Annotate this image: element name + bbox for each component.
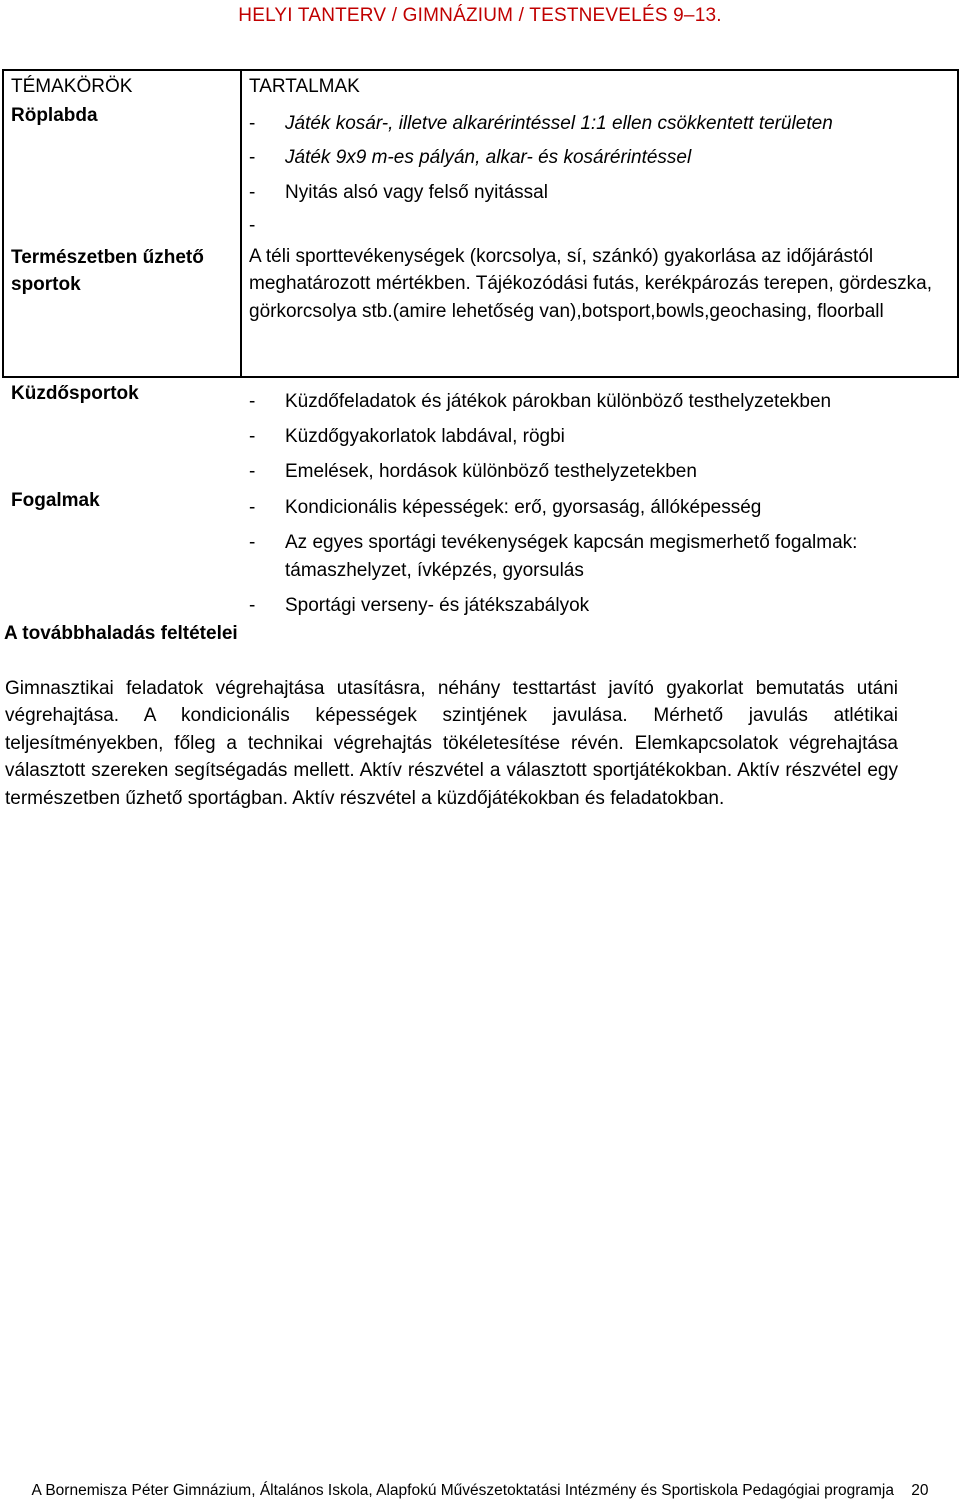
termeszet-text-line3: görkorcsolya stb.(amire lehetőség van),botsport,bowls,geochasing, floorball — [249, 301, 884, 322]
topic-roplabda: Röplabda — [11, 105, 98, 126]
list-item: Nyitás alsó vagy felső nyitással — [285, 182, 548, 203]
list-dash: - — [249, 532, 256, 553]
list-item: Emelések, hordások különböző testhelyzetekben — [285, 461, 697, 482]
list-item: Küzdőgyakorlatok labdával, rögbi — [285, 426, 565, 447]
list-dash-empty: - — [249, 215, 256, 236]
footer-text: A Bornemisza Péter Gimnázium, Általános Iskola, Alapfokú Művészetoktatási Intézmény és Sportiskola Pedagógiai programja — [31, 1482, 894, 1499]
list-item: Játék kosár-, illetve alkarérintéssel 1:1 ellen csökkentett területen — [285, 113, 833, 134]
termeszet-text-line1: A téli sporttevékenységek (korcsolya, sí, szánkó) gyakorlása az időjárástól — [249, 246, 874, 267]
table-col-divider — [240, 69, 242, 378]
list-dash: - — [249, 113, 256, 134]
table-left-border — [2, 69, 4, 378]
footer-spacer — [898, 1482, 907, 1499]
page-footer — [0, 1482, 960, 1500]
table-top-border — [2, 69, 959, 71]
topic-termeszet-line1: Természetben űzhető — [11, 247, 204, 268]
list-item: Küzdőfeladatok és játékok párokban különböző testhelyzetekben — [285, 391, 832, 412]
list-item-continuation: támaszhelyzet, ívképzés, gyorsulás — [285, 560, 584, 581]
table-right-border — [957, 69, 959, 378]
col-header-contents: TARTALMAK — [249, 76, 360, 97]
tovabbhaladas-title: A továbbhaladás feltételei — [4, 623, 238, 644]
list-item: Az egyes sportági tevékenységek kapcsán megismerhető fogalmak: — [285, 532, 858, 553]
list-dash: - — [249, 182, 256, 203]
termeszet-text-line2: meghatározott mértékben. Tájékozódási futás, kerékpározás terepen, gördeszka, — [249, 273, 932, 294]
list-item: Sportági verseny- és játékszabályok — [285, 595, 590, 616]
tovabbhaladas-paragraph: Gimnasztikai feladatok végrehajtása utasításra, néhány testtartást javító gyakorlat bemutatás utáni végrehajtása. A kondicionális képességek szintjének javulása. Mérhető javulás atlétikai teljesítményekben, főleg a technikai végrehajtás tökéletesítése révén. Elemkapcsolatok végrehajtása választott szereken segítségadás mellett. Aktív részvétel a választott sportjátékokban. Aktív részvétel egy természetben űzhető sportágban. Aktív részvétel a küzdőjátékokban és feladatokban. — [5, 678, 898, 809]
list-dash: - — [249, 461, 256, 482]
list-dash: - — [249, 391, 256, 412]
list-dash: - — [249, 595, 256, 616]
list-dash: - — [249, 497, 256, 518]
col-header-topics: TÉMAKÖRÖK — [11, 76, 133, 97]
topic-fogalmak: Fogalmak — [11, 490, 100, 511]
list-item: Játék 9x9 m-es pályán, alkar- és kosárérintéssel — [285, 147, 692, 168]
page-header: HELYI TANTERV / GIMNÁZIUM / TESTNEVELÉS 9–13. — [238, 5, 722, 26]
list-dash: - — [249, 426, 256, 447]
list-item: Kondicionális képességek: erő, gyorsaság, állóképesség — [285, 497, 762, 518]
page-number: 20 — [911, 1482, 929, 1499]
list-dash: - — [249, 147, 256, 168]
topic-termeszet-line2: sportok — [11, 274, 81, 295]
table-bottom-border — [2, 376, 959, 378]
topic-kuzdosportok: Küzdősportok — [11, 383, 139, 404]
